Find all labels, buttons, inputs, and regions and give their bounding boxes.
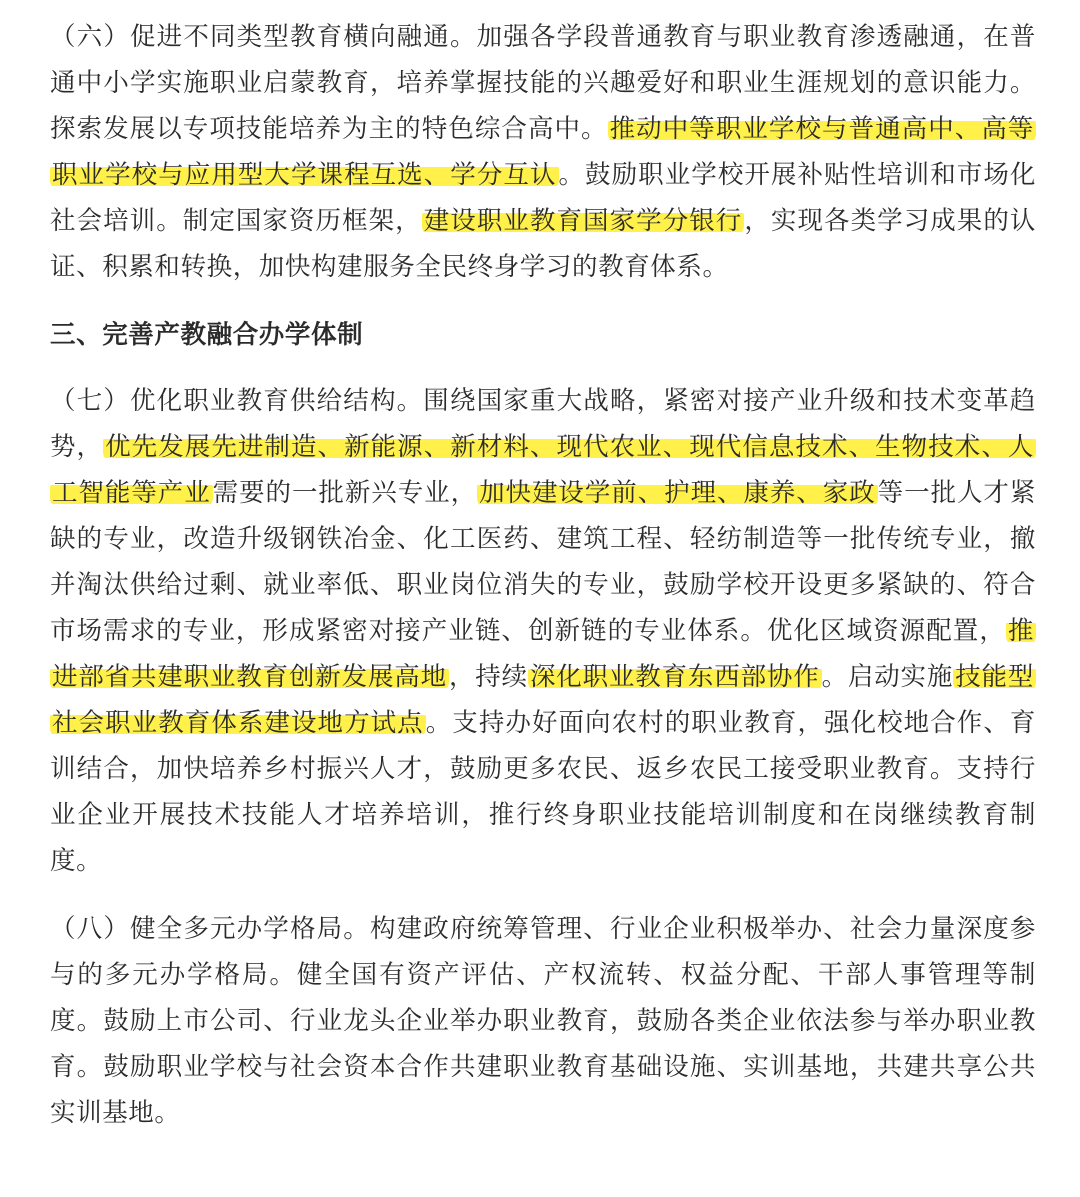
text-run: ，持续 bbox=[448, 662, 528, 692]
paragraph-section-8 bbox=[50, 906, 1036, 1136]
text-run: ，实现各类学习成果的认证、积累和转换，加快构建服务全民终身学习的教育体系。 bbox=[50, 206, 1036, 282]
text-run: 。启动实施 bbox=[821, 662, 954, 692]
highlighted-text: 深化职业教育东西部协作 bbox=[529, 662, 820, 692]
text-run: 。支持办好面向农村的职业教育，强化校地合作、育训结合，加快培养乡村振兴人才，鼓励更多农民、返乡农民工接受职业教育。支持行业企业开展技术技能人才培养培训，推行终身职业技能培训制度和在岗继续教育制度。 bbox=[50, 708, 1036, 876]
text-run: （七）优化职业教育供给结构。围绕国家重大战略，紧密对接产业升级和技术变革趋势， bbox=[50, 386, 1036, 462]
paragraph-section-6 bbox=[50, 14, 1036, 290]
highlighted-text: 加快建设学前、护理、康养、家政 bbox=[479, 478, 876, 508]
text-run: （六）促进不同类型教育横向融通。加强各学段普通教育与职业教育渗透融通，在普通中小学实施职业启蒙教育，培养掌握技能的兴趣爱好和职业生涯规划的意识能力。探索发展以专项技能培养为主的特色综合高中。 bbox=[50, 22, 1036, 144]
text-run: （八）健全多元办学格局。构建政府统筹管理、行业企业积极举办、社会力量深度参与的多元办学格局。健全国有资产评估、产权流转、权益分配、干部人事管理等制度。鼓励上市公司、行业龙头企业举办职业教育，鼓励各类企业依法参与举办职业教育。鼓励职业学校与社会资本合作共建职业教育基础设施、实训基地，共建共享公共实训基地。 bbox=[50, 914, 1036, 1128]
highlighted-text: 建设职业教育国家学分银行 bbox=[423, 206, 743, 236]
section-heading: 三、完善产教融合办学体制 bbox=[50, 320, 364, 350]
paragraph-gap bbox=[50, 884, 1036, 906]
text-run: 。鼓励职业学校开展补贴性培训和市场化社会培训。制定国家资历框架， bbox=[50, 160, 1036, 236]
highlighted-text: 技能型社会职业教育体系建设地方试点 bbox=[52, 662, 1034, 738]
text-run: 等一批人才紧缺的专业，改造升级钢铁冶金、化工医药、建筑工程、轻纺制造等一批传统专业，撤并淘汰供给过剩、就业率低、职业岗位消失的专业，鼓励学校开设更多紧缺的、符合市场需求的专业，形成紧密对接产业链、创新链的专业体系。优化区域资源配置， bbox=[50, 478, 1036, 646]
highlighted-text: 优先发展先进制造、新能源、新材料、现代农业、现代信息技术、生物技术、人工智能等产业 bbox=[52, 432, 1034, 508]
highlighted-text: 推动中等职业学校与普通高中、高等职业学校与应用型大学课程互选、学分互认 bbox=[52, 114, 1034, 190]
paragraph-section-7 bbox=[50, 378, 1036, 884]
text-run: 需要的一批新兴专业， bbox=[212, 478, 478, 508]
highlighted-text: 推进部省共建职业教育创新发展高地 bbox=[52, 616, 1034, 692]
